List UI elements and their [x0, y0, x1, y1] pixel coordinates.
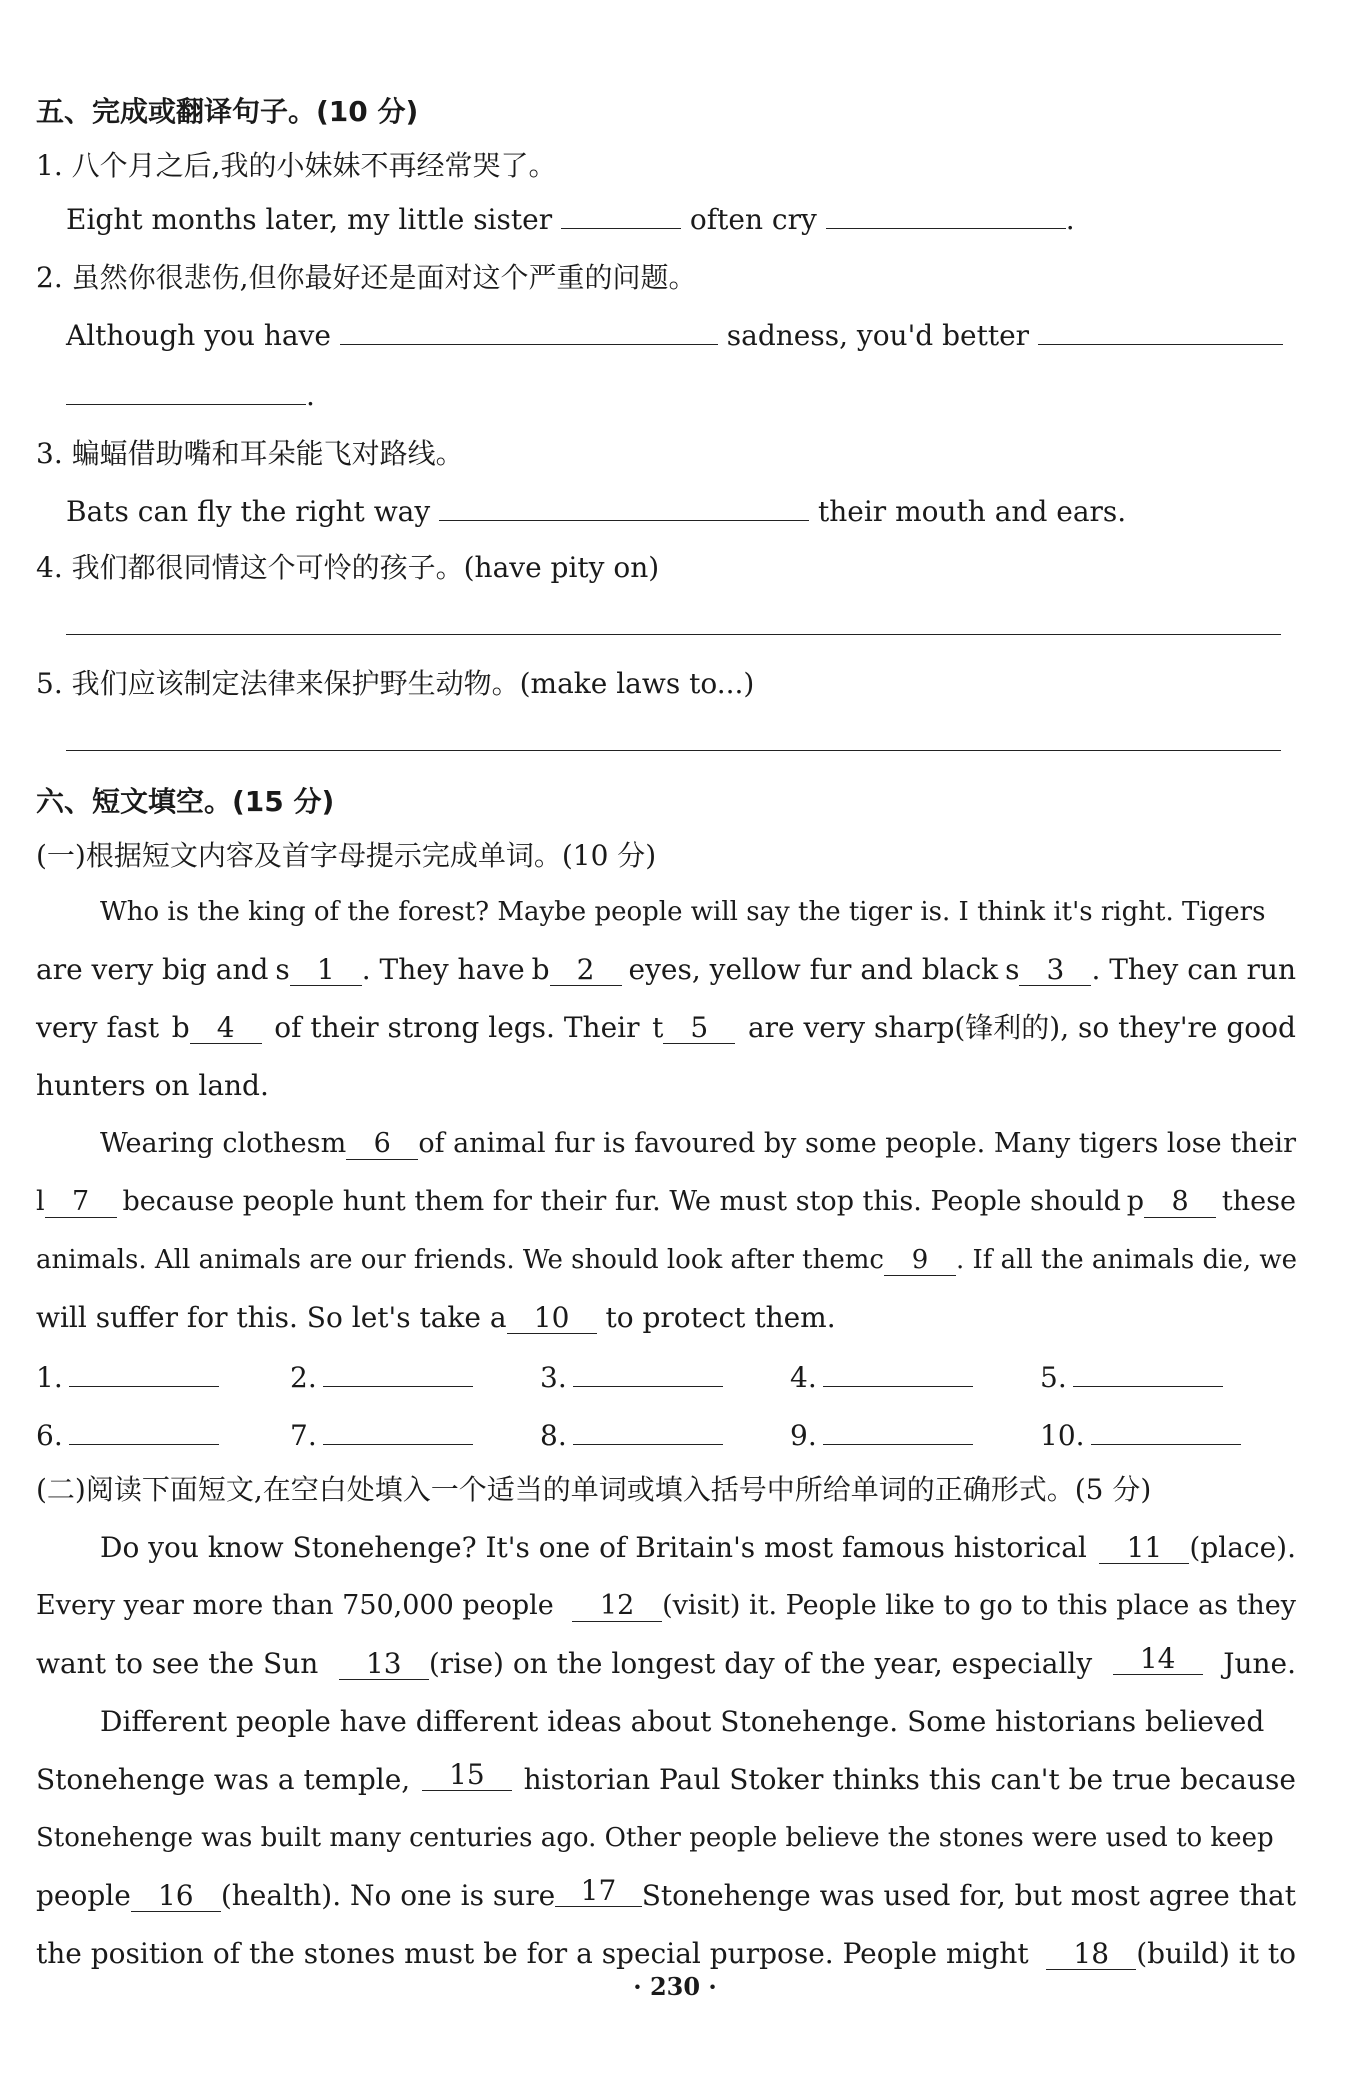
blank-11[interactable]: 11 — [1099, 1533, 1189, 1564]
q3-chinese: 3. 蝙蝠借助嘴和耳朵能飞对路线。 — [36, 437, 464, 470]
blank-4[interactable]: 4 — [190, 1013, 262, 1044]
blank-17[interactable]: 17 — [555, 1876, 642, 1907]
answer-slot: 1. — [36, 1356, 219, 1398]
p1-line-1: Who is the king of the forest? Maybe people will say the tiger is. I think it's right. Tigers — [100, 897, 1266, 927]
answer-line[interactable] — [323, 1414, 473, 1445]
q5-answer-line[interactable] — [66, 750, 1281, 751]
q1-blank-1[interactable] — [561, 198, 681, 229]
p2-line-3: want to see the Sun 13 (rise) on the longest day of the year, especially 14 June. — [36, 1642, 1296, 1680]
blank-9[interactable]: 9 — [884, 1245, 956, 1276]
q3-english: Bats can fly the right way their mouth and ears. — [36, 490, 1326, 532]
q2-english: Although you have sadness, you'd better — [36, 314, 1326, 356]
p1-line-4: hunters on land. — [36, 1069, 269, 1102]
answer-slot: 7. — [290, 1414, 473, 1456]
blank-2[interactable]: 2 — [550, 955, 622, 986]
p2-line-5: Stonehenge was a temple, 15 historian Paul Stoker thinks this can't be true because — [36, 1758, 1296, 1796]
blank-8[interactable]: 8 — [1144, 1187, 1216, 1218]
p1-line-8: will suffer for this. So let's take a 10 to protect them. — [36, 1301, 836, 1334]
answer-line[interactable] — [823, 1414, 973, 1445]
p1-line-5: Wearing clothes m 6 of animal fur is favoured by some people. Many tigers lose their — [100, 1128, 1296, 1159]
answer-line[interactable] — [323, 1356, 473, 1387]
section-6-title: 六、短文填空。(15 分) — [36, 785, 335, 818]
q1-chinese: 1. 八个月之后,我的小妹妹不再经常哭了。 — [36, 149, 557, 182]
q1-english: Eight months later, my little sister often cry . — [36, 198, 1326, 240]
blank-3[interactable]: 3 — [1019, 955, 1091, 986]
answer-slot: 9. — [790, 1414, 973, 1456]
p1-line-7: animals. All animals are our friends. We should look after them c 9 . If all the animals die, we — [36, 1245, 1298, 1275]
p1-line-2: are very big and s 1 . They have b 2 eyes, yellow fur and black s 3 . They can run — [36, 953, 1296, 986]
blank-15[interactable]: 15 — [422, 1760, 512, 1791]
p2-line-6: Stonehenge was built many centuries ago. Other people believe the stones were used to keep — [36, 1823, 1274, 1853]
q4-chinese: 4. 我们都很同情这个可怜的孩子。(have pity on) — [36, 551, 660, 584]
blank-5[interactable]: 5 — [663, 1013, 735, 1044]
answer-slot: 5. — [1040, 1356, 1223, 1398]
q5-chinese: 5. 我们应该制定法律来保护野生动物。(make laws to...) — [36, 667, 755, 700]
p2-line-2: Every year more than 750,000 people 12 (visit) it. People like to go to this place as they — [36, 1590, 1296, 1621]
p2-line-1: Do you know Stonehenge? It's one of Britain's most famous historical 11 (place). — [100, 1531, 1296, 1564]
blank-13[interactable]: 13 — [339, 1649, 429, 1680]
part-1-title: (一)根据短文内容及首字母提示完成单词。(10 分) — [36, 839, 657, 872]
blank-1[interactable]: 1 — [290, 955, 362, 986]
answer-line[interactable] — [573, 1356, 723, 1387]
blank-14[interactable]: 14 — [1113, 1644, 1203, 1675]
q2-blank-2[interactable] — [1038, 314, 1283, 345]
p1-line-3: very fast b 4 of their strong legs. Their t 5 are very sharp(锋利的), so they're good — [36, 1011, 1296, 1044]
page-number: · 230 · — [633, 1972, 717, 2001]
answer-slot: 4. — [790, 1356, 973, 1398]
q2-blank-1[interactable] — [340, 314, 718, 345]
section-5-title: 五、完成或翻译句子。(10 分) — [36, 95, 419, 128]
blank-7[interactable]: 7 — [45, 1187, 117, 1218]
answer-slot: 8. — [540, 1414, 723, 1456]
p2-line-4: Different people have different ideas about Stonehenge. Some historians believed — [100, 1705, 1265, 1738]
part-2-title: (二)阅读下面短文,在空白处填入一个适当的单词或填入括号中所给单词的正确形式。(5 分) — [36, 1473, 1152, 1506]
answer-line[interactable] — [1073, 1356, 1223, 1387]
q3-blank-1[interactable] — [439, 490, 809, 521]
q2-chinese: 2. 虽然你很悲伤,但你最好还是面对这个严重的问题。 — [36, 261, 697, 294]
answer-slot: 6. — [36, 1414, 219, 1456]
q4-answer-line[interactable] — [66, 634, 1281, 635]
p1-line-6: l 7 because people hunt them for their fur. We must stop this. People should p 8 these — [36, 1186, 1296, 1217]
blank-10[interactable]: 10 — [507, 1303, 597, 1334]
answer-line[interactable] — [1091, 1414, 1241, 1445]
answer-line[interactable] — [823, 1356, 973, 1387]
answer-slot: 3. — [540, 1356, 723, 1398]
p2-line-8: the position of the stones must be for a special purpose. People might 18 (build) it to — [36, 1937, 1296, 1970]
answer-line[interactable] — [69, 1356, 219, 1387]
answer-line[interactable] — [573, 1414, 723, 1445]
q2-blank-3[interactable] — [66, 374, 306, 405]
answer-slot: 10. — [1040, 1414, 1241, 1456]
blank-12[interactable]: 12 — [572, 1591, 662, 1622]
answer-slot: 2. — [290, 1356, 473, 1398]
blank-6[interactable]: 6 — [346, 1129, 418, 1160]
blank-18[interactable]: 18 — [1046, 1939, 1136, 1970]
p2-line-7: people 16 (health). No one is sure 17 Stonehenge was used for, but most agree that — [36, 1874, 1296, 1912]
q1-blank-2[interactable] — [826, 198, 1066, 229]
answer-line[interactable] — [69, 1414, 219, 1445]
blank-16[interactable]: 16 — [131, 1881, 221, 1912]
q2-english-cont: . — [36, 374, 1326, 416]
